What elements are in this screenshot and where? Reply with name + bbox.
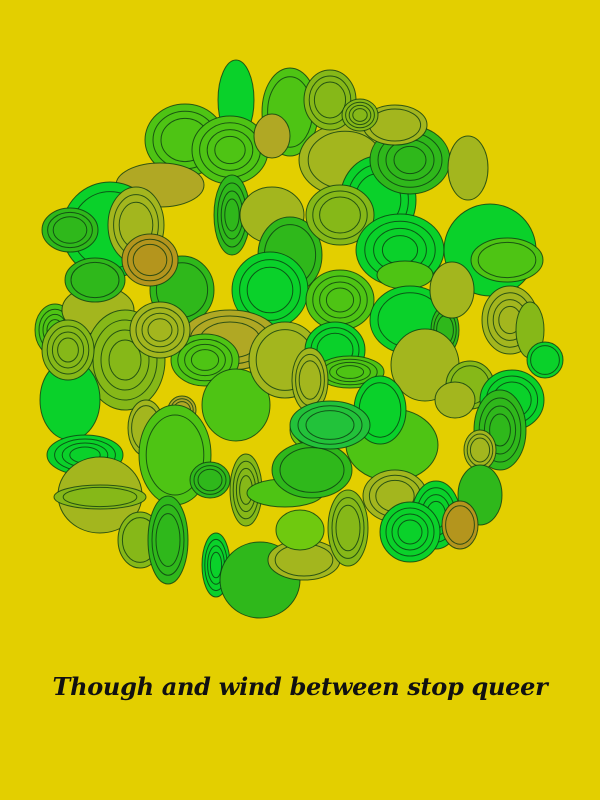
ellipse-outer-ring <box>448 136 488 200</box>
ellipse-inner-ring <box>71 262 119 297</box>
ellipse-inner-ring <box>336 366 363 379</box>
ellipse-inner-ring <box>148 319 172 341</box>
ellipse-blob <box>380 502 440 562</box>
ellipse-inner-ring <box>133 244 167 275</box>
ellipse-blob <box>42 208 98 252</box>
ellipse-inner-ring <box>280 448 344 493</box>
ellipse-blob <box>254 114 290 158</box>
ellipse-inner-ring <box>446 506 475 544</box>
ellipse-inner-ring <box>398 520 422 544</box>
ellipse-blob <box>65 258 125 302</box>
ellipse-inner-ring <box>478 242 536 277</box>
ellipse-blob <box>130 302 190 358</box>
ellipse-outer-ring <box>377 261 433 289</box>
ellipse-blob <box>471 238 543 282</box>
ellipse-blob <box>306 270 374 330</box>
ellipse-blob <box>435 382 475 418</box>
ellipse-inner-ring <box>326 288 353 312</box>
ellipse-inner-ring <box>320 197 361 233</box>
ellipse-inner-ring <box>314 82 345 118</box>
ellipse-blob <box>464 430 496 470</box>
poster-caption: Though and wind between stop queer <box>52 672 548 701</box>
ellipse-inner-ring <box>53 217 87 243</box>
ellipse-inner-ring <box>215 136 245 163</box>
ellipse-inner-ring <box>191 350 218 371</box>
ellipse-blob <box>54 485 146 509</box>
ellipse-outer-ring <box>435 382 475 418</box>
ellipse-outer-ring <box>254 114 290 158</box>
ellipse-inner-ring <box>210 552 221 578</box>
ellipse-blob <box>442 501 478 549</box>
ellipse-blob <box>328 490 368 566</box>
ellipse-inner-ring <box>299 361 321 399</box>
ellipse-inner-ring <box>382 236 417 265</box>
ellipse-blob <box>276 510 324 550</box>
ellipse-inner-ring <box>225 199 239 231</box>
ellipse-inner-ring <box>470 438 489 462</box>
ellipse-inner-ring <box>336 505 360 551</box>
ellipse-blob <box>290 401 370 449</box>
ellipse-outer-ring <box>276 510 324 550</box>
ellipse-blob <box>377 261 433 289</box>
ellipse-blob <box>342 99 378 131</box>
ellipse-inner-ring <box>63 487 137 506</box>
ellipse-inner-ring <box>58 338 79 362</box>
ellipse-inner-ring <box>394 146 426 173</box>
ellipse-inner-ring <box>156 514 180 567</box>
ellipse-blob <box>42 320 94 380</box>
ellipse-inner-ring <box>198 469 222 491</box>
ellipse-blob <box>148 496 188 584</box>
ellipse-inner-ring <box>306 411 354 440</box>
ellipse-inner-ring <box>353 109 367 122</box>
ellipse-blob <box>527 342 563 378</box>
ellipse-blob <box>272 442 352 498</box>
ellipse-blob <box>448 136 488 200</box>
ellipse-inner-ring <box>247 267 293 313</box>
ellipse-blob <box>430 262 474 318</box>
ellipse-blob <box>122 234 178 286</box>
ellipse-blob <box>190 462 230 498</box>
ellipse-inner-ring <box>531 346 560 375</box>
ellipse-outer-ring <box>430 262 474 318</box>
